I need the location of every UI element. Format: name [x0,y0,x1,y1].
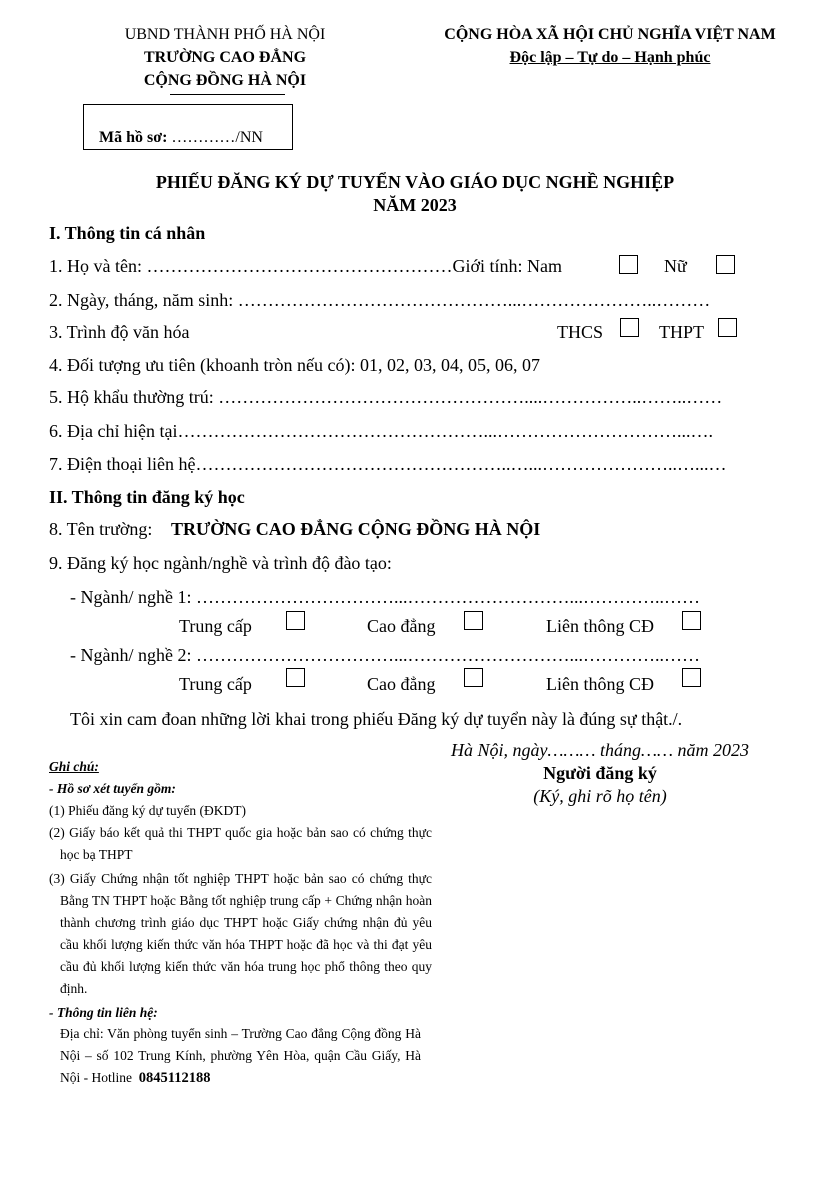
school-row [49,519,540,540]
signature-title: Người đăng ký [543,763,657,783]
file-code-value: …………/NN [171,129,263,146]
gender-female-checkbox[interactable] [716,255,735,274]
signature-date: Hà Nội, ngày……… tháng…… năm 2023 [450,740,750,760]
thpt-label: THPT [659,322,704,342]
field-education-label: 3. Trình độ văn hóa [49,322,190,342]
field-current-address[interactable]: 6. Địa chỉ hiện tại……………………………………………...…………………………...…. [49,421,713,441]
notes-heading: Ghi chú: [49,759,99,774]
file-code [99,129,263,147]
field-full-name[interactable]: 1. Họ và tên: ……………………………………………Giới tính: Nam [49,256,562,276]
gender-female-label: Nữ [664,256,687,276]
thcs-checkbox[interactable] [620,318,639,337]
school-name-value: TRƯỜNG CAO ĐẲNG CỘNG ĐỒNG HÀ NỘI [170,519,541,539]
form-year: NĂM 2023 [373,195,457,215]
commitment-statement: Tôi xin cam đoan những lời khai trong phiếu Đăng ký dự tuyển này là đúng sự thật./. [70,709,683,729]
header-left-underline [170,94,285,95]
hotline-number[interactable]: 0845112188 [138,1070,211,1086]
notes-docs-heading: - Hồ sơ xét tuyển gồm: [49,781,176,796]
country-name: CỘNG HÒA XÃ HỘI CHỦ NGHĨA VIỆT NAM [444,26,776,43]
register-heading: 9. Đăng ký học ngành/nghề và trình độ đào tạo: [49,553,392,573]
field-major-1[interactable]: - Ngành/ nghề 1: ……………………………...………………………...…………..…… [70,587,700,607]
major2-transfer-checkbox[interactable] [682,668,701,687]
notes-contact [60,1023,421,1089]
notes-item-3: (3) Giấy Chứng nhận tốt nghiệp THPT hoặc bản sao có chứng thực Bằng TN THPT hoặc Bằng tốt nghiệp trung cấp + Chứng nhận hoàn thành chương trình giáo dục THPT hoặc Giấy chứng nhận đủ yêu cầu khối lượng kiến thức văn hóa THPT hoặc đã học và thi đạt yêu cầu đủ khối lượng kiến thức văn hóa trung học phổ thông theo quy định. [49,871,432,996]
agency-name: UBND THÀNH PHỐ HÀ NỘI [124,26,326,43]
notes-item-2: (2) Giấy báo kết quả thi THPT quốc gia hoặc bản sao có chứng thực học bạ THPT [49,825,432,862]
major2-college-checkbox[interactable] [464,668,483,687]
major1-intermediate-checkbox[interactable] [286,611,305,630]
major2-college-label: Cao đẳng [367,674,436,694]
major2-intermediate-label: Trung cấp [179,674,252,694]
motto: Độc lập – Tự do – Hạnh phúc [509,49,711,66]
field-major-2[interactable]: - Ngành/ nghề 2: ……………………………...………………………...…………..…… [70,645,700,665]
thcs-label: THCS [557,322,604,342]
school-name-line2: CỘNG ĐỒNG HÀ NỘI [143,72,307,89]
signature-note: (Ký, ghi rõ họ tên) [533,786,667,806]
form-title: PHIẾU ĐĂNG KÝ DỰ TUYỂN VÀO GIÁO DỤC NGHỀ NGHIỆP [155,172,675,192]
field-date-of-birth[interactable]: 2. Ngày, tháng, năm sinh: ………………………………………...…………………..……… [49,290,711,310]
field-phone[interactable]: 7. Điện thoại liên hệ……………………………………………..…...…………………..…...… [49,454,727,474]
school-name-line1: TRƯỜNG CAO ĐẲNG [143,49,307,66]
notes-item-1: (1) Phiếu đăng ký dự tuyển (ĐKDT) [49,803,247,818]
gender-male-checkbox[interactable] [619,255,638,274]
notes-contact-heading: - Thông tin liên hệ: [49,1005,158,1020]
major1-college-checkbox[interactable] [464,611,483,630]
thpt-checkbox[interactable] [718,318,737,337]
section2-heading: II. Thông tin đăng ký học [49,487,245,507]
major2-intermediate-checkbox[interactable] [286,668,305,687]
section1-heading: I. Thông tin cá nhân [49,223,206,243]
major1-transfer-label: Liên thông CĐ [546,616,654,636]
file-code-label: Mã hồ sơ: [99,129,168,146]
major1-transfer-checkbox[interactable] [682,611,701,630]
major1-intermediate-label: Trung cấp [179,616,252,636]
major1-college-label: Cao đẳng [367,616,436,636]
field-permanent-residence[interactable]: 5. Hộ khẩu thường trú: ……………………………………………....……………..……..…… [49,387,723,407]
major2-transfer-label: Liên thông CĐ [546,674,654,694]
school-label: 8. Tên trường: [49,519,153,539]
field-priority[interactable]: 4. Đối tượng ưu tiên (khoanh tròn nếu có): 01, 02, 03, 04, 05, 06, 07 [49,355,540,375]
notes-contact-text: Địa chỉ: Văn phòng tuyển sinh – Trường Cao đẳng Cộng đồng Hà Nội – số 102 Trung Kính, phường Yên Hòa, quận Cầu Giấy, Hà Nội - Hotline [60,1026,421,1085]
